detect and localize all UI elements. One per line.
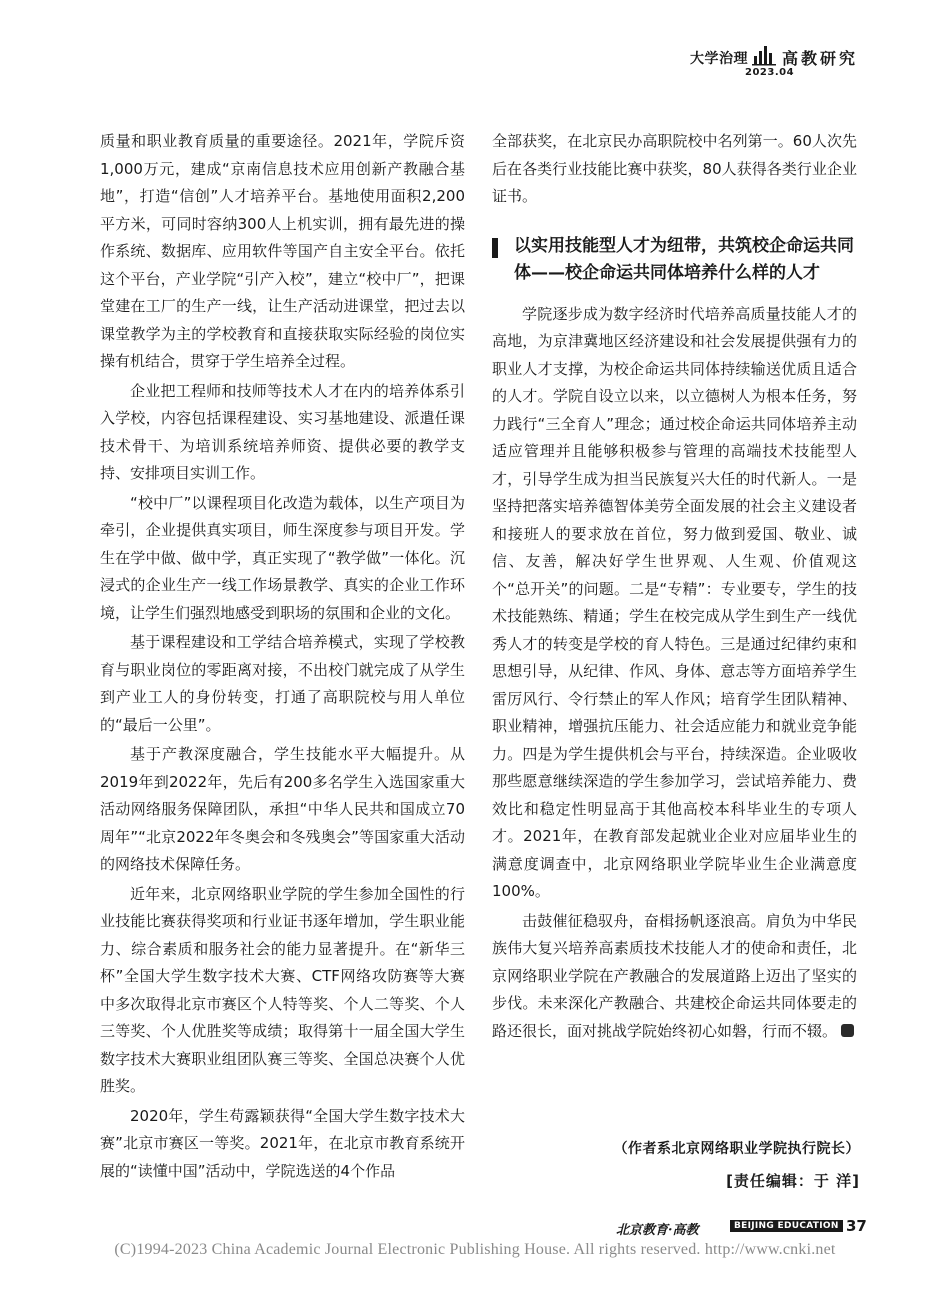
- paragraph-last: [492, 908, 857, 1046]
- bar-chart-logo-icon: [752, 44, 778, 66]
- left-column: [100, 128, 465, 1185]
- paragraph: 2020年，学生苟露颖获得“全国大学生数字技术大赛”北京市赛区一等奖。2021年，在北京市教育系统开展的“读懂中国”活动中，学院选送的4个作品: [100, 1106, 465, 1180]
- right-column: [492, 128, 857, 1045]
- section-heading-text: 以实用技能型人才为纽带，共筑校企命运共同体——校企命运共同体培养什么样的人才: [514, 235, 854, 283]
- paragraph-text: 击鼓催征稳驭舟，奋楫扬帆逐浪高。肩负为中华民族伟大复兴培养高素质技术技能人才的使命和责任，北京网络职业学院在产教融合的发展道路上迈出了坚实的步伐。未来深化产教融合、共建校企命运共同体要走的路还很长，面对挑战学院始终初心如磐，行而不辍。: [492, 911, 857, 1040]
- paragraph: 全部获奖，在北京民办高职院校中名列第一。60人次先后在各类行业技能比赛中获奖，80人获得各类行业企业证书。: [492, 132, 857, 205]
- paragraph: “校中厂”以课程项目化改造为载体，以生产项目为牵引，企业提供真实项目，师生深度参与项目开发。学生在学中做、做中学，真正实现了“教学做”一体化。沉浸式的企业生产一线工作场景教学、真实的企业工作环境，让学生们强烈地感受到职场的氛围和企业的文化。: [100, 493, 465, 622]
- page-footer: [600, 1218, 870, 1238]
- paragraph: 学院逐步成为数字经济时代培养高质量技能人才的高地，为京津冀地区经济建设和社会发展提供强有力的职业人才支撑，为校企命运共同体持续输送优质且适合的人才。学院自设立以来，以立德树人为根本任务，努力践行“三全育人”理念；通过校企命运共同体培养主动适应管理并且能够积极参与管理的高端技术技能型人才，引导学生成为担当民族复兴大任的时代新人。一是坚持把落实培养德智体美劳全面发展的社会主义建设者和接班人的要求放在首位，努力做到爱国、敬业、诚信、友善，解决好学生世界观、人生观、价值观这个“总开关”的问题。二是“专精”：专业要专，学生的技术技能熟练、精通；学生在校完成从学生到生产一线优秀人才的转变是学校的育人特色。三是通过纪律约束和思想引导，从纪律、作风、身体、意志等方面培养学生雷厉风行、令行禁止的军人作风；培育学生团队精神、职业精神，增强抗压能力、社会适应能力和就业竞争能力。四是为学生提供机会与平台，持续深造。企业吸收那些愿意继续深造的学生参加学习，尝试培养能力、费效比和稳定性明显高于其他高校本科毕业生的专项人才。2021年，在教育部发起就业企业对应届毕业生的满意度调查中，北京网络职业学院毕业生企业满意度100%。: [492, 304, 857, 900]
- end-mark-icon: [841, 1024, 854, 1037]
- footer-badge: BEIJING EDUCATION: [730, 1220, 843, 1232]
- issue-date: 2023.04: [745, 67, 795, 78]
- paragraph: 基于课程建设和工学结合培养模式，实现了学校教育与职业岗位的零距离对接，不出校门就完成了从学生到产业工人的身份转变，打通了高职院校与用人单位的“最后一公里”。: [100, 633, 465, 734]
- paragraph: 基于产教深度融合，学生技能水平大幅提升。从2019年到2022年，先后有200多名学生入选国家重大活动网络服务保障团队，承担“中华人民共和国成立70周年”“北京2022年冬奥会和冬残奥会”等国家重大活动的网络技术保障任务。: [100, 745, 465, 873]
- section-heading: [492, 233, 857, 287]
- paragraph: 企业把工程师和技师等技术人才在内的培养体系引入学校，内容包括课程建设、实习基地建设、派遣任课技术骨干、为培训系统培养师资、提供必要的教学支持、安排项目实训工作。: [100, 381, 465, 482]
- journal-column-name: 大学治理: [690, 51, 748, 67]
- copyright-line: (C)1994-2023 China Academic Journal Electronic Publishing House. All rights reserved. http://www.cnki.net: [114, 1241, 836, 1258]
- heading-bar-icon: [492, 238, 498, 258]
- paragraph: 近年来，北京网络职业学院的学生参加全国性的行业技能比赛获得奖项和行业证书逐年增加，学生职业能力、综合素质和服务社会的能力显著提升。在“新华三杯”全国大学生数字技术大赛、CTF网络攻防赛等大赛中多次取得北京市赛区个人特等奖、个人二等奖、个人三等奖、个人优胜奖等成绩；取得第十一届全国大学生数字技术大赛职业组团队赛三等奖、全国总决赛个人优胜奖。: [100, 884, 465, 1095]
- author-note: （作者系北京网络职业学院执行院长）: [613, 1141, 860, 1157]
- paragraph: 质量和职业教育质量的重要途径。2021年，学院斥资1,000万元，建成“京南信息技术应用创新产教融合基地”，打造“信创”人才培养平台。基地使用面积2,200平方米，可同时容纳300人上机实训，拥有最先进的操作系统、数据库、应用软件等国产自主安全平台。依托这个平台，产业学院“引产入校”，建立“校中厂”，把课堂建在工厂的生产一线，让生产活动进课堂，把过去以课堂教学为主的学校教育和直接获取实际经验的岗位实操有机结合，贯穿于学生培养全过程。: [100, 132, 465, 370]
- page-number: 37: [846, 1217, 867, 1235]
- section-title: 高教研究: [782, 49, 859, 68]
- footer-brand: 北京教育·高教: [616, 1223, 699, 1238]
- editor-note: [责任编辑：于 洋]: [726, 1172, 860, 1190]
- page-header: [690, 44, 880, 84]
